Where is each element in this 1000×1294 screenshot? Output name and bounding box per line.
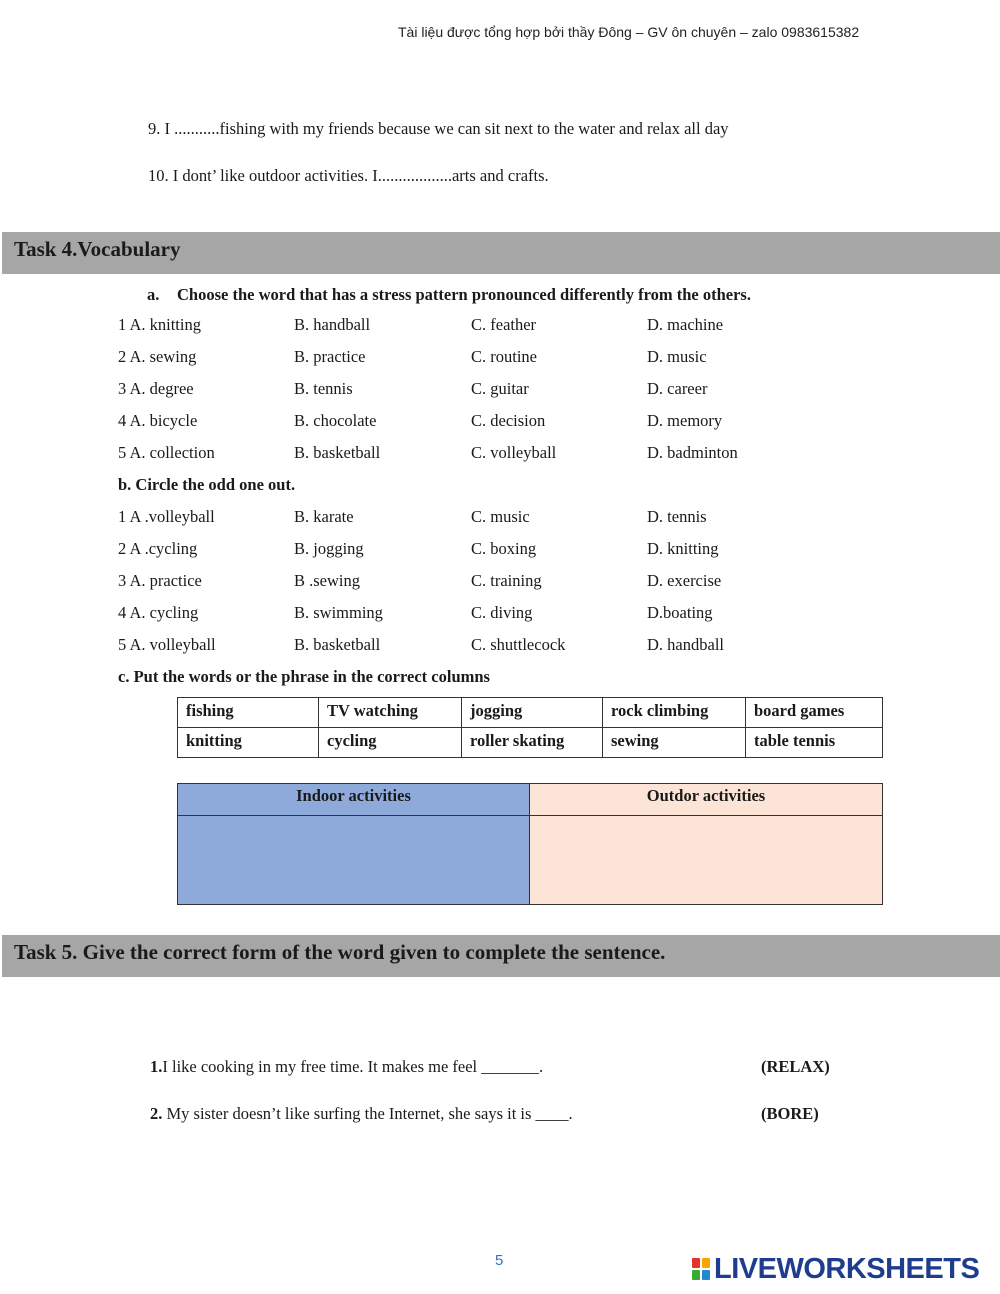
option-d[interactable]: D. exercise bbox=[647, 571, 722, 590]
option-d[interactable]: D. badminton bbox=[647, 443, 738, 462]
part-c-instruction: c. Put the words or the phrase in the correct columns bbox=[118, 667, 490, 686]
sentence-9: 9. I ...........fishing with my friends because we can sit next to the water and relax all day bbox=[148, 119, 729, 138]
task5-title: Task 5. Give the correct form of the word given to complete the sentence. bbox=[2, 935, 1000, 977]
word-bank-table bbox=[177, 697, 883, 758]
stress-question-2 bbox=[0, 347, 1000, 369]
page-number: 5 bbox=[495, 1252, 504, 1269]
word-chip[interactable]: roller skating bbox=[462, 728, 603, 758]
option-b[interactable]: B. tennis bbox=[294, 379, 353, 398]
option-d[interactable]: D. machine bbox=[647, 315, 724, 334]
task5-item-1 bbox=[150, 1057, 543, 1077]
option-a[interactable]: 1 A .volleyball bbox=[118, 507, 215, 526]
option-c[interactable]: C. routine bbox=[471, 347, 537, 366]
option-d[interactable]: D. music bbox=[647, 347, 707, 366]
outdoor-heading: Outdor activities bbox=[530, 784, 882, 816]
word-chip[interactable]: rock climbing bbox=[603, 698, 746, 728]
word-chip[interactable]: knitting bbox=[178, 728, 319, 758]
option-b[interactable]: B .sewing bbox=[294, 571, 360, 590]
task4-title: Task 4.Vocabulary bbox=[2, 232, 1000, 274]
option-a[interactable]: 2 A. sewing bbox=[118, 347, 197, 366]
option-d[interactable]: D. career bbox=[647, 379, 708, 398]
word-chip[interactable]: TV watching bbox=[319, 698, 462, 728]
logo-mark-icon bbox=[692, 1258, 710, 1280]
task5-word-1: (RELAX) bbox=[761, 1057, 830, 1076]
stress-question-3 bbox=[0, 379, 1000, 401]
task5-word-2: (BORE) bbox=[761, 1104, 819, 1123]
odd-question-4 bbox=[0, 603, 1000, 625]
logo-tile bbox=[692, 1258, 700, 1268]
liveworksheets-logo bbox=[692, 1252, 979, 1286]
part-a-marker: a. bbox=[147, 285, 160, 304]
word-chip[interactable]: jogging bbox=[462, 698, 603, 728]
word-chip[interactable]: cycling bbox=[319, 728, 462, 758]
logo-tile bbox=[702, 1270, 710, 1280]
task5-item-2 bbox=[150, 1104, 573, 1124]
option-a[interactable]: 3 A. degree bbox=[118, 379, 194, 398]
option-a[interactable]: 3 A. practice bbox=[118, 571, 202, 590]
option-c[interactable]: C. volleyball bbox=[471, 443, 557, 462]
option-a[interactable]: 5 A. volleyball bbox=[118, 635, 216, 654]
item-text: I like cooking in my free time. It makes me feel _______. bbox=[162, 1057, 544, 1076]
option-d[interactable]: D. memory bbox=[647, 411, 723, 430]
option-d[interactable]: D.boating bbox=[647, 603, 713, 622]
word-chip[interactable]: sewing bbox=[603, 728, 746, 758]
odd-question-1 bbox=[0, 507, 1000, 529]
option-b[interactable]: B. basketball bbox=[294, 443, 381, 462]
logo-tile bbox=[702, 1258, 710, 1268]
word-bank-row bbox=[178, 698, 883, 728]
word-chip[interactable]: table tennis bbox=[746, 728, 883, 758]
option-c[interactable]: C. diving bbox=[471, 603, 533, 622]
option-d[interactable]: D. tennis bbox=[647, 507, 707, 526]
option-c[interactable]: C. decision bbox=[471, 411, 546, 430]
logo-text: LIVEWORKSHEETS bbox=[714, 1252, 980, 1285]
option-b[interactable]: B. jogging bbox=[294, 539, 364, 558]
option-b[interactable]: B. karate bbox=[294, 507, 354, 526]
option-a[interactable]: 4 A. cycling bbox=[118, 603, 199, 622]
option-c[interactable]: C. guitar bbox=[471, 379, 529, 398]
option-a[interactable]: 5 A. collection bbox=[118, 443, 215, 462]
option-b[interactable]: B. basketball bbox=[294, 635, 381, 654]
option-c[interactable]: C. feather bbox=[471, 315, 537, 334]
word-bank-row bbox=[178, 728, 883, 758]
item-number: 2. bbox=[150, 1104, 163, 1123]
item-number: 1. bbox=[150, 1057, 163, 1076]
part-a-instruction: Choose the word that has a stress pattern pronounced differently from the others. bbox=[177, 285, 751, 304]
option-b[interactable]: B. swimming bbox=[294, 603, 383, 622]
odd-question-2 bbox=[0, 539, 1000, 561]
word-chip[interactable]: board games bbox=[746, 698, 883, 728]
word-chip[interactable]: fishing bbox=[178, 698, 319, 728]
option-c[interactable]: C. shuttlecock bbox=[471, 635, 566, 654]
odd-question-3 bbox=[0, 571, 1000, 593]
logo-tile bbox=[692, 1270, 700, 1280]
part-b-instruction: b. Circle the odd one out. bbox=[118, 475, 296, 494]
stress-question-1 bbox=[0, 315, 1000, 337]
item-text: My sister doesn’t like surfing the Internet, she says it is ____. bbox=[162, 1104, 573, 1123]
option-c[interactable]: C. training bbox=[471, 571, 542, 590]
option-b[interactable]: B. handball bbox=[294, 315, 371, 334]
indoor-heading: Indoor activities bbox=[178, 784, 529, 816]
indoor-drop-zone[interactable] bbox=[177, 783, 530, 905]
sentence-10: 10. I dont’ like outdoor activities. I..................arts and crafts. bbox=[148, 166, 549, 185]
option-c[interactable]: C. boxing bbox=[471, 539, 537, 558]
option-a[interactable]: 2 A .cycling bbox=[118, 539, 198, 558]
outdoor-drop-zone[interactable] bbox=[529, 783, 883, 905]
option-b[interactable]: B. practice bbox=[294, 347, 366, 366]
option-d[interactable]: D. handball bbox=[647, 635, 724, 654]
option-a[interactable]: 1 A. knitting bbox=[118, 315, 201, 334]
stress-question-5 bbox=[0, 443, 1000, 465]
option-b[interactable]: B. chocolate bbox=[294, 411, 377, 430]
stress-question-4 bbox=[0, 411, 1000, 433]
odd-question-5 bbox=[0, 635, 1000, 657]
header-note: Tài liệu được tổng hợp bởi thầy Đông – GV ôn chuyên – zalo 0983615382 bbox=[398, 24, 860, 40]
option-c[interactable]: C. music bbox=[471, 507, 530, 526]
option-d[interactable]: D. knitting bbox=[647, 539, 719, 558]
option-a[interactable]: 4 A. bicycle bbox=[118, 411, 198, 430]
